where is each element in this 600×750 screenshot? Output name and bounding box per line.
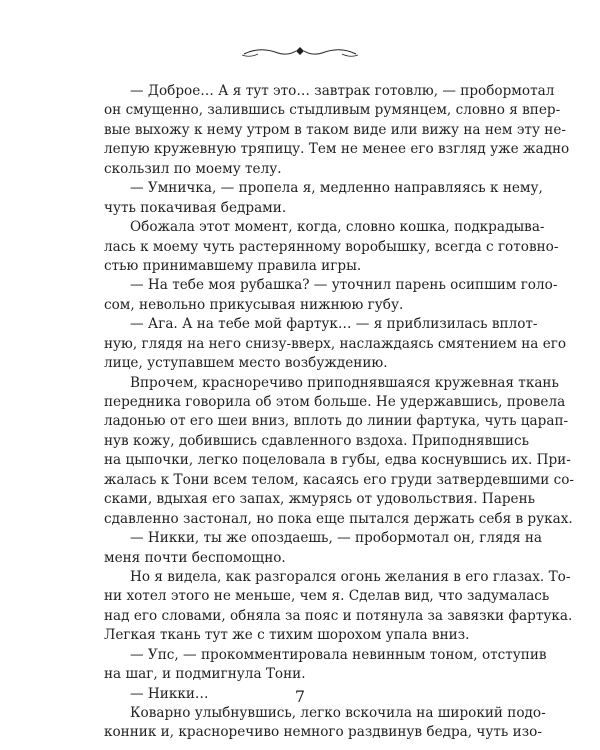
text-line: нув кожу, добившись сдавленного вздоха. Приподнявшись xyxy=(104,432,529,449)
text-line: чуть покачивая бедрами. xyxy=(104,199,287,216)
text-line: лепую кружевную тряпицу. Тем не менее его взгляд уже жадно xyxy=(104,141,570,158)
text-line: лась к моему чуть растерянному воробышку, всегда с готовно- xyxy=(104,238,559,255)
text-line: Но я видела, как разгорался огонь желания в его глазах. То- xyxy=(130,568,571,585)
body-text xyxy=(104,82,575,743)
text-line: на цыпочки, легко поцеловала в губы, едва коснувшись их. При- xyxy=(104,452,571,469)
text-line: ладонью от его шеи вниз, вплоть до линии фартука, чуть царап- xyxy=(104,413,569,430)
text-line: он смущенно, залившись стыдливым румянцем, словно я впер- xyxy=(104,102,561,119)
text-line: ную, глядя на него снизу-вверх, наслаждаясь смятением на его xyxy=(104,335,567,352)
header-ornament xyxy=(240,42,360,62)
text-line: — Доброе… А я тут это… завтрак готовлю, — пробормотал xyxy=(130,83,555,99)
text-line: — Никки, ты же опоздаешь, — пробормотал он, глядя на xyxy=(130,530,543,547)
text-line: стью принимавшему правила игры. xyxy=(104,257,362,274)
text-line: сдавленно застонал, но пока еще пытался держать себя в руках. xyxy=(104,510,573,527)
text-line: — Упс, — прокомментировала невинным тоном, отступив xyxy=(130,646,547,663)
text-line: Коварно улыбнувшись, легко вскочила на широкий подо- xyxy=(130,705,546,721)
text-line: Обожала этот момент, когда, словно кошка, подкрадыва- xyxy=(130,219,545,236)
text-line: скользил по моему телу. xyxy=(104,160,282,177)
text-line: ни хотел этого не меньше, чем я. Сделав вид, что задумалась xyxy=(104,588,550,605)
text-line: над его словами, обняла за пояс и потянула за завязки фартука. xyxy=(104,607,573,624)
text-line: — Умничка, — пропела я, медленно направляясь к нему, xyxy=(130,180,543,197)
text-line: на шаг, и подмигнула Тони. xyxy=(104,666,306,683)
text-line: Легкая ткань тут же с тихим шорохом упала вниз. xyxy=(104,627,470,644)
text-line: Впрочем, красноречиво приподнявшаяся кружевная ткань xyxy=(130,374,559,391)
page-number: 7 xyxy=(294,687,306,706)
text-line: конник и, красноречиво немного раздвинув бедра, чуть изо- xyxy=(104,724,542,741)
text-line: вые выхожу к нему утром в таком виде или вижу на нем эту не- xyxy=(104,121,566,138)
text-line: сками, вдыхая его запах, жмурясь от удовольствия. Парень xyxy=(104,491,536,508)
text-line: меня почти беспомощно. xyxy=(104,549,286,566)
text-line: — Никки… xyxy=(130,685,209,702)
text-line: — Ага. А на тебе мой фартук… — я приблизилась вплот- xyxy=(130,316,538,333)
text-line: жалась к Тони всем телом, касаясь его груди затвердевшими со- xyxy=(104,471,575,488)
text-line: лице, уступавшем место возбуждению. xyxy=(104,355,388,372)
text-line: сом, невольно прикусывая нижнюю губу. xyxy=(104,296,404,313)
text-line: передника говорила об этом больше. Не удержавшись, провела xyxy=(104,394,566,410)
text-line: — На тебе моя рубашка? — уточнил парень осипшим голо- xyxy=(130,277,558,294)
